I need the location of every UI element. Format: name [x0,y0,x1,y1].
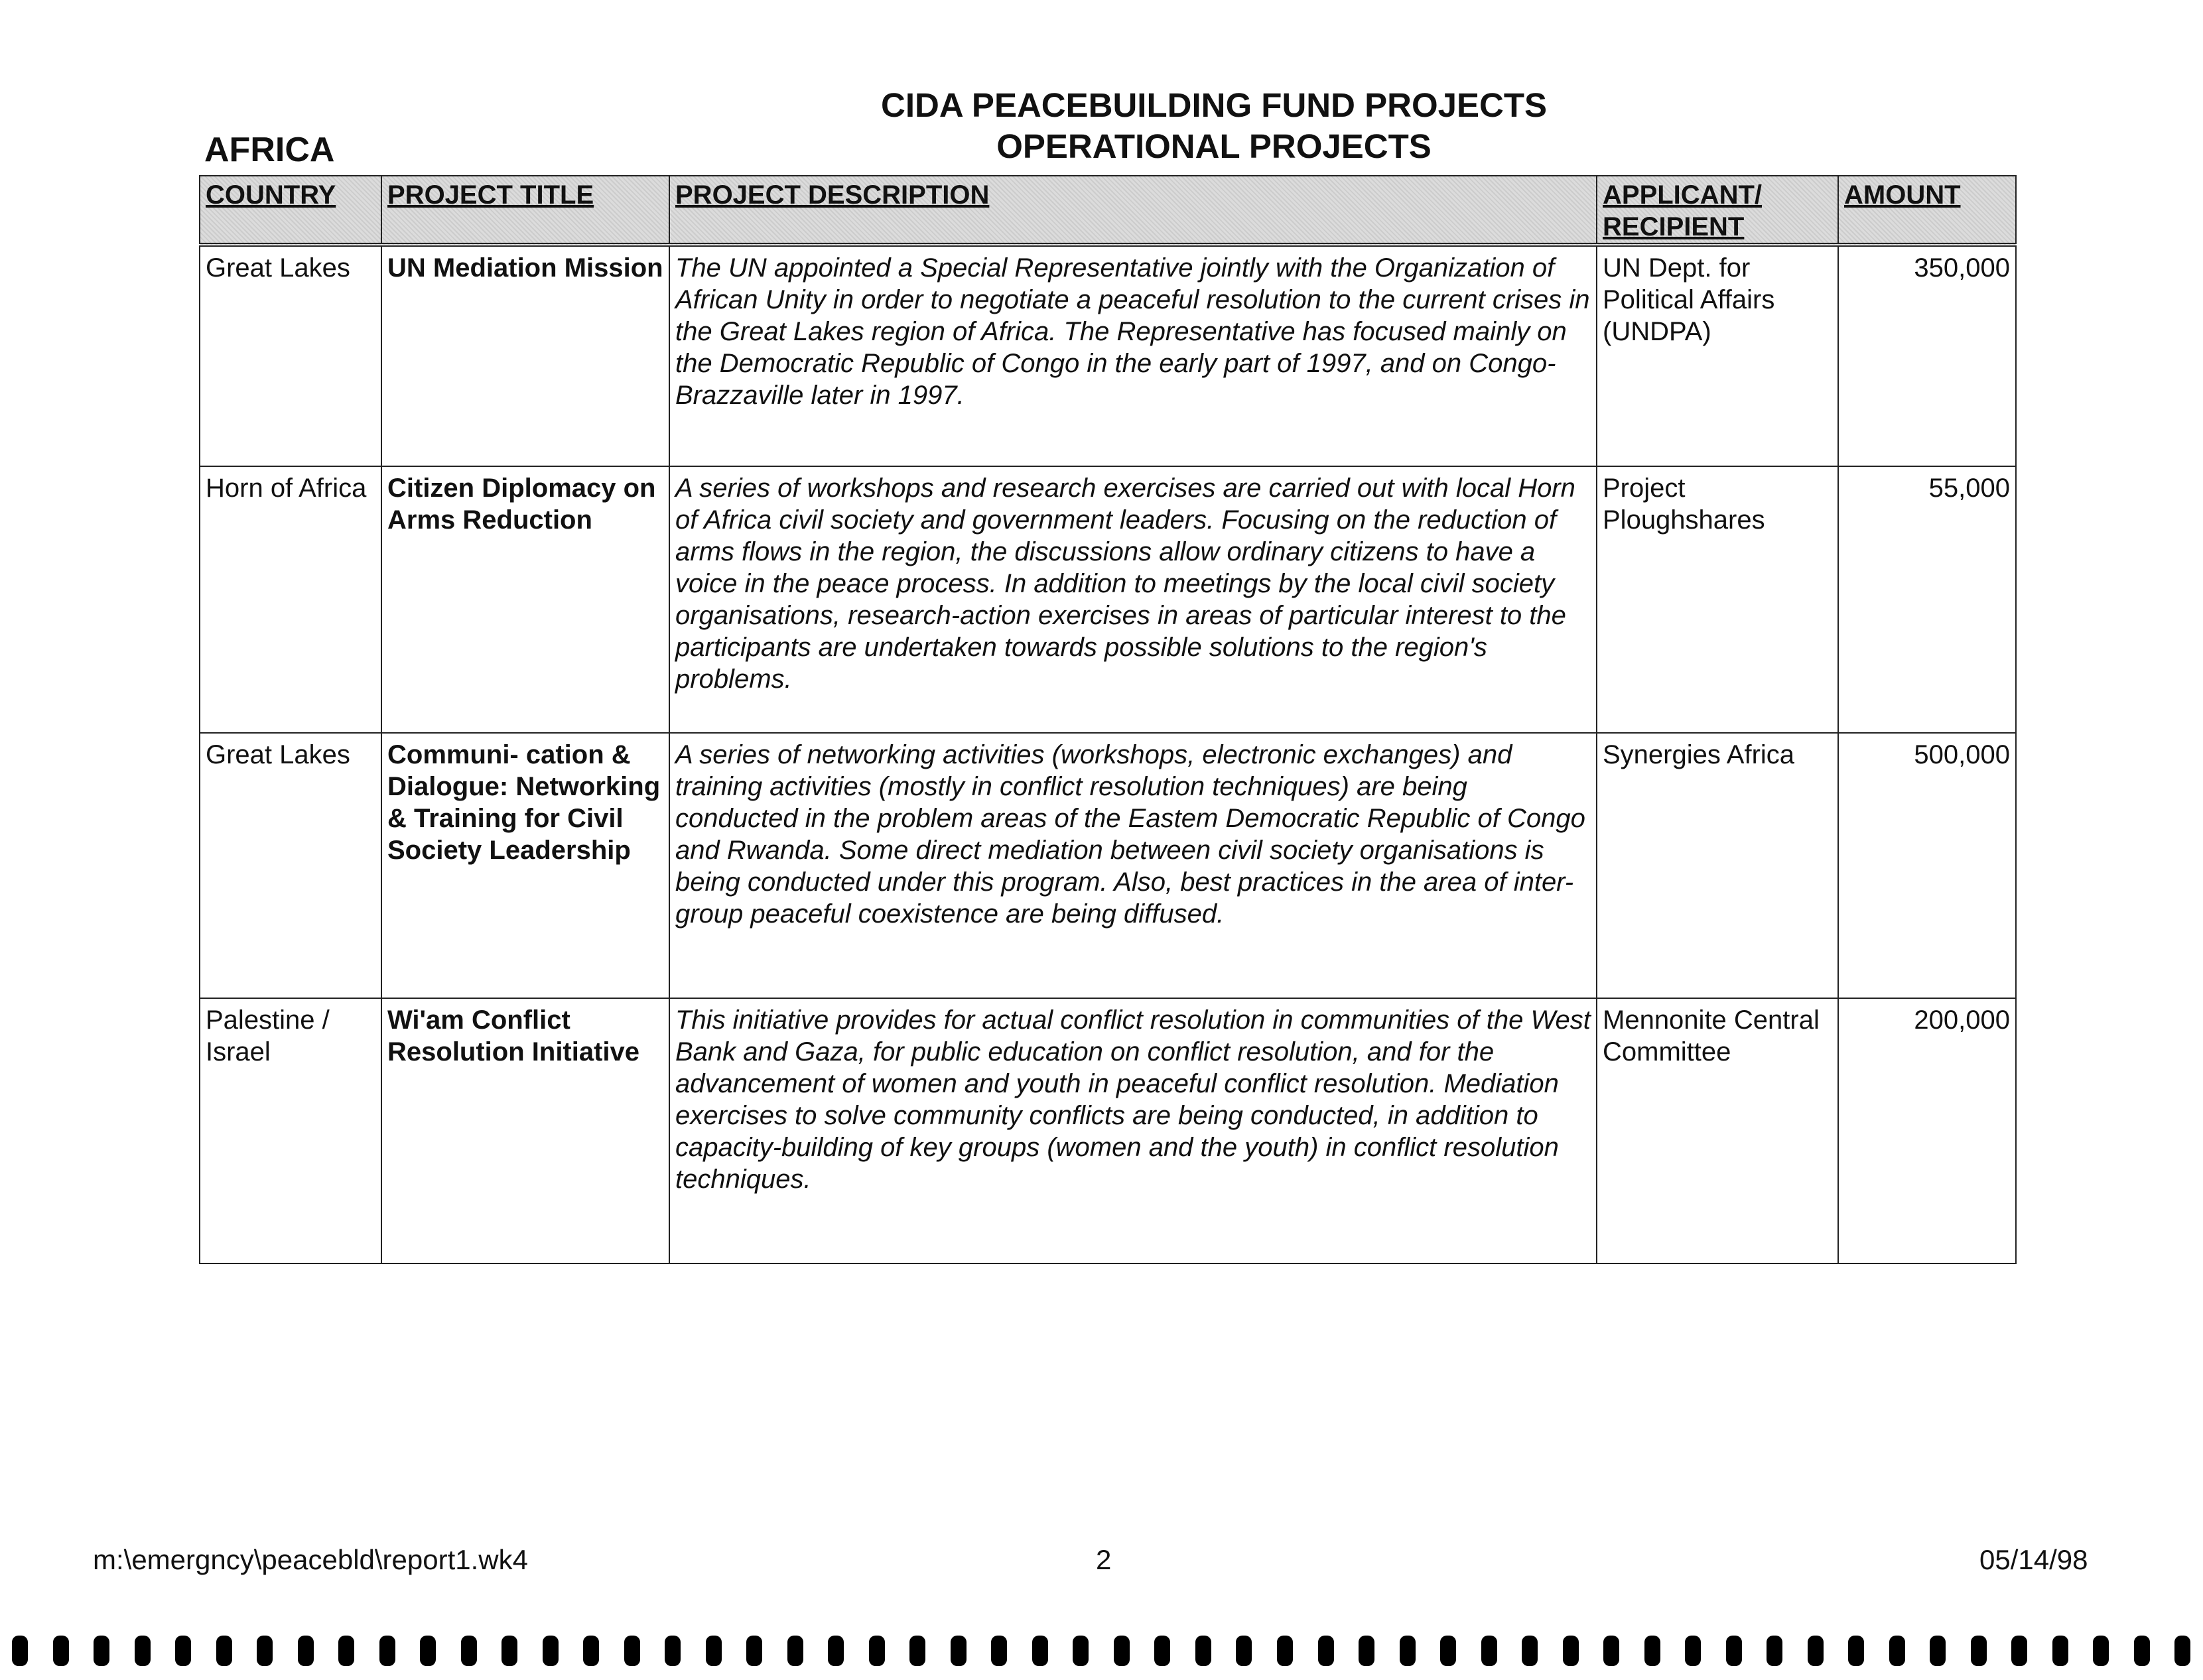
perforation-mark [1767,1636,1782,1666]
perforation-mark [461,1636,477,1666]
perforation-mark [1889,1636,1905,1666]
table-row [200,466,2016,733]
perforation-mark [2093,1636,2109,1666]
perforation-mark [338,1636,354,1666]
title-line-1: CIDA PEACEBUILDING FUND PROJECTS [880,86,1547,124]
cell-country: Great Lakes [200,733,381,998]
perforation-mark [1359,1636,1374,1666]
perforation-mark [216,1636,232,1666]
perforation-mark [1154,1636,1170,1666]
perforation-mark [1277,1636,1293,1666]
table-row [200,998,2016,1263]
perforation-mark [175,1636,191,1666]
cell-project-title: Citizen Diplomacy on Arms Reduction [381,466,669,733]
perforation-mark [1971,1636,1987,1666]
perforation-mark [2052,1636,2068,1666]
perforation-mark [1848,1636,1864,1666]
cell-amount: 55,000 [1838,466,2016,733]
cell-project-description: A series of workshops and research exercises are carried out with local Horn of Africa civil society and government leaders. Focusing on the reduction of arms flows in the region, the discussions allow ordinary citizens to have a voice in the peace process. In addition to meetings by the local civil society organisations, research-action exercises in areas of particular interest to the participants are undertaken towards possible solutions to the region's problems. [669,466,1597,733]
table-row [200,733,2016,998]
perforation-mark [2134,1636,2150,1666]
perforation-mark [1726,1636,1742,1666]
perforation-mark [501,1636,517,1666]
perforation-mark [543,1636,559,1666]
perforation-mark [1318,1636,1334,1666]
cell-project-description: A series of networking activities (workshops, electronic exchanges) and training activities (mostly in conflict resolution techniques) are being conducted in the problem areas of the Eastem Democratic Republic of Congo and Rwanda. Some direct mediation between civil society organisations is being conducted under this program. Also, best practices in the area of inter-group peaceful coexistence are being diffused. [669,733,1597,998]
perforation-mark [94,1636,109,1666]
perforation-mark [1195,1636,1211,1666]
cell-project-description: This initiative provides for actual conflict resolution in communities of the West Bank and Gaza, for public education on conflict resolution, and for the advancement of women and youth in peaceful conflict resolution. Mediation exercises to solve community conflicts are being conducted, in addition to capacity-building of key groups (women and the youth) in conflict resolution techniques. [669,998,1597,1263]
table-header-row [200,176,2016,245]
header-project-title: PROJECT TITLE [381,176,669,245]
cell-applicant: UN Dept. for Political Affairs (UNDPA) [1597,245,1838,466]
header-applicant-line2: RECIPIENT [1603,212,1745,241]
perforation-mark [1563,1636,1579,1666]
perforation-mark [379,1636,395,1666]
perforation-mark [1603,1636,1619,1666]
perforation-mark [869,1636,885,1666]
perforation-mark [257,1636,273,1666]
cell-amount: 500,000 [1838,733,2016,998]
perforation-mark [1236,1636,1252,1666]
perforation-mark [624,1636,640,1666]
header-project-description: PROJECT DESCRIPTION [669,176,1597,245]
header-country: COUNTRY [200,176,381,245]
footer-page-number: 2 [1096,1544,1112,1575]
perforation-mark [53,1636,69,1666]
perforation-mark [665,1636,681,1666]
perforation-mark [1644,1636,1660,1666]
perforation-mark [828,1636,844,1666]
perforation-mark [909,1636,925,1666]
perforation-mark [420,1636,436,1666]
perforation-mark [1032,1636,1048,1666]
cell-applicant: Synergies Africa [1597,733,1838,998]
projects-table [199,175,2017,1264]
perforation-mark [1073,1636,1089,1666]
cell-amount: 200,000 [1838,998,2016,1263]
cell-project-title: Communi- cation & Dialogue: Networking & Training for Civil Society Leadership [381,733,669,998]
cell-applicant: Mennonite Central Committee [1597,998,1838,1263]
perforation-mark [1400,1636,1416,1666]
perforation-mark [135,1636,151,1666]
header-applicant-line1: APPLICANT/ [1603,180,1762,210]
printer-perforation-strip [0,1636,2203,1669]
cell-country: Great Lakes [200,245,381,466]
cell-applicant: Project Ploughshares [1597,466,1838,733]
header-applicant-recipient [1597,176,1838,245]
perforation-mark [746,1636,762,1666]
header-amount: AMOUNT [1838,176,2016,245]
perforation-mark [1522,1636,1538,1666]
perforation-mark [298,1636,314,1666]
cell-country: Horn of Africa [200,466,381,733]
footer-date: 05/14/98 [1979,1544,2088,1575]
perforation-mark [12,1636,28,1666]
perforation-mark [1930,1636,1946,1666]
perforation-mark [1685,1636,1701,1666]
cell-country: Palestine / Israel [200,998,381,1263]
perforation-mark [583,1636,599,1666]
cell-project-title: Wi'am Conflict Resolution Initiative [381,998,669,1263]
footer-file-path: m:\emergncy\peacebld\report1.wk4 [93,1544,528,1575]
perforation-mark [787,1636,803,1666]
perforation-mark [2011,1636,2027,1666]
document-title [829,85,1599,167]
perforation-mark [1808,1636,1824,1666]
perforation-mark [1440,1636,1456,1666]
perforation-mark [706,1636,722,1666]
title-line-2: OPERATIONAL PROJECTS [996,127,1432,165]
region-heading: AFRICA [204,131,335,169]
cell-project-description: The UN appointed a Special Representative jointly with the Organization of African Unity in order to negotiate a peaceful resolution to the current crises in the Great Lakes region of Africa. The Representative has focused mainly on the Democratic Republic of Congo in the early part of 1997, and on Congo-Brazzaville later in 1997. [669,245,1597,466]
cell-amount: 350,000 [1838,245,2016,466]
perforation-mark [1481,1636,1497,1666]
cell-project-title: UN Mediation Mission [381,245,669,466]
perforation-mark [2174,1636,2190,1666]
perforation-mark [1114,1636,1130,1666]
table-row [200,245,2016,466]
perforation-mark [951,1636,967,1666]
perforation-mark [991,1636,1007,1666]
